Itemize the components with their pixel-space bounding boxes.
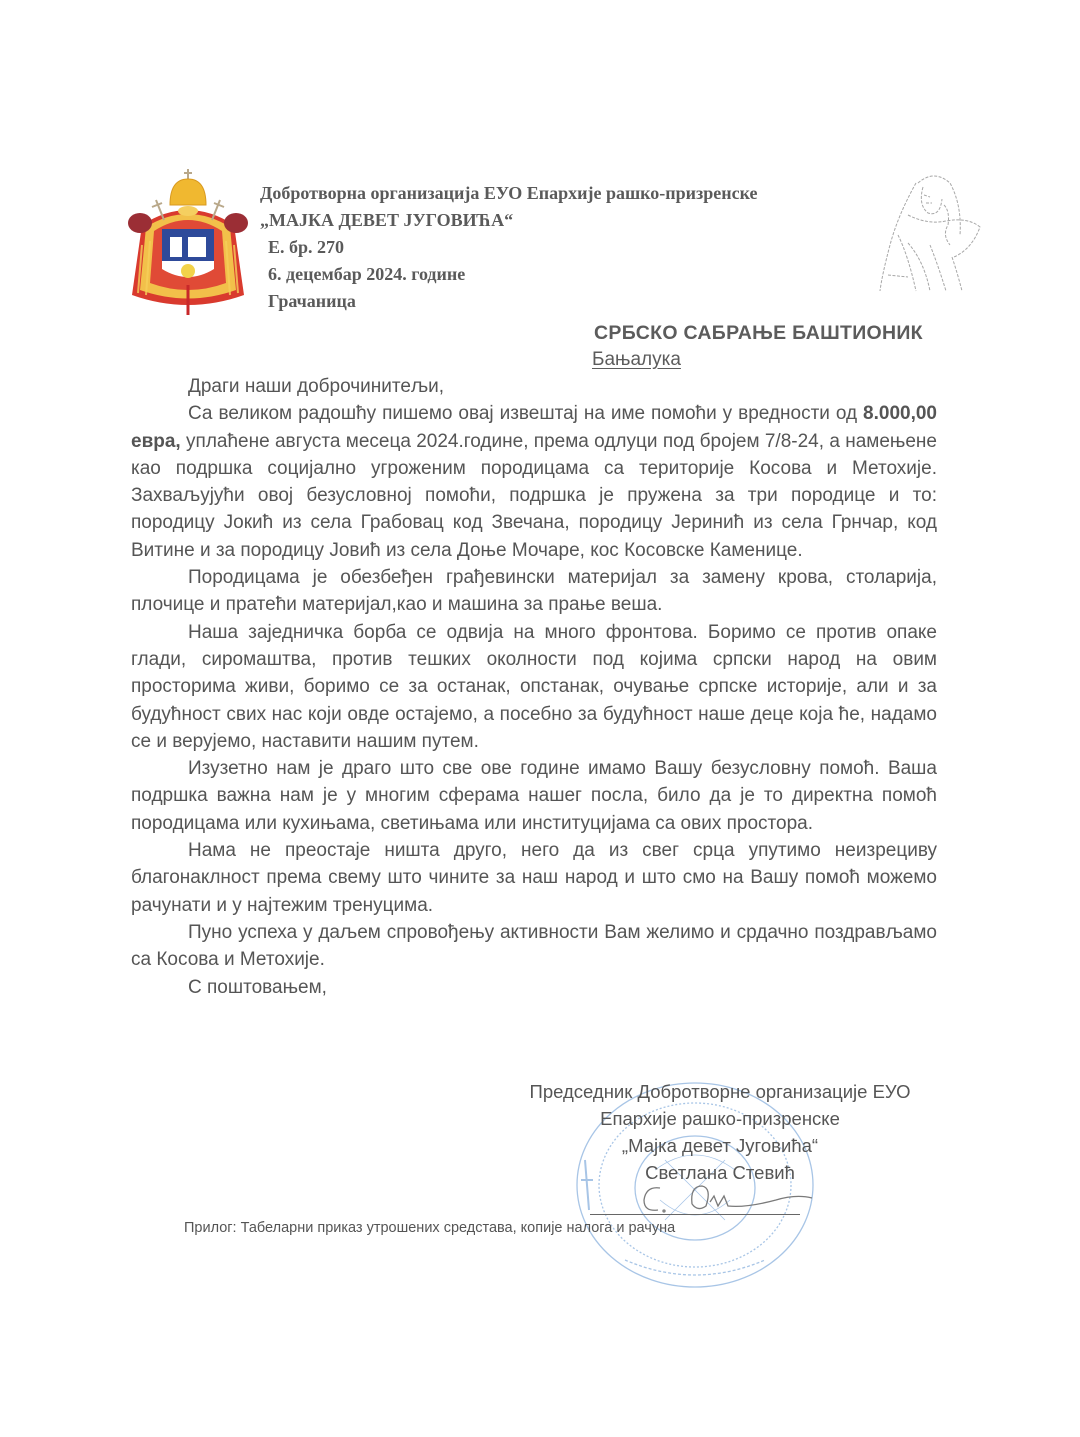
letterhead (260, 180, 758, 315)
organization-line: Добротворна организација ЕУО Епархије рашко-призренске (260, 183, 758, 203)
signer-eparchy: Епархије рашко-призренске (600, 1108, 840, 1129)
paragraph-thanks: Нама не преостаје ништа друго, него да из свег срца упутимо неизрециву благонаклност према свему што чините за наш народ и што смо на Вашу помоћ можемо рачунати и у најтежим тренуцима. (131, 840, 937, 916)
paragraph-materials: Породицама је обезбеђен грађевински материјал за замену крова, столарија, плочице и пратећи материјал,као и машина за прање веша. (131, 567, 937, 616)
coat-of-arms-icon (122, 165, 254, 320)
paragraph-donation-start: Са великом радошћу пишемо овај извештај на име помоћи у вредности од (188, 403, 864, 425)
signer-title: Председник Добротворне организације ЕУО (529, 1081, 911, 1102)
paragraph-donation (131, 400, 937, 564)
donation-amount: 8.000,00 евра, (131, 403, 937, 452)
salutation: Драги наши доброчинитељи, (188, 376, 445, 397)
closing: С поштовањем, (188, 976, 327, 998)
signature-block (490, 1078, 950, 1186)
paragraph-greetings: Пуно успеха у даљем спровођењу активности Вам желимо и срдачно поздрављамо са Косова и Метохије. (131, 921, 937, 971)
paragraph-gratitude: Изузетно нам је драго што све ове године имамо Вашу безусловну помоћ. Ваша подршка важна нам је у многим сферама нашег посла, било да је то директна помоћ породицама или кухињама, светињама или институцијама са ових простора. (131, 758, 937, 834)
paragraph-donation-end: уплаћене августа месеца 2024.године, према одлуци под бројем 7/8-24, а намењене као подршка социјално угроженим породицама са територије Косова и Метохије. Захваљујући овој безусловној помоћи, подршка је пружена за три породице и то: породицу Јокић из села Грабовац код Звечана, породицу Јеринић из села Грнчар, код Витине и за породицу Јовић из села Доње Мочаре, кос Косовске Каменице. (131, 430, 937, 561)
handwritten-signature-icon (636, 1178, 816, 1218)
madonna-and-child-icon (868, 165, 988, 295)
signer-organization: „Мајка девет Југовића“ (621, 1135, 819, 1156)
recipient-name: СРБСКО САБРАЊЕ БАШТИОНИК (594, 322, 923, 344)
paragraph-struggle: Наша заједничка борба се одвија на много фронтова. Боримо се против опаке глади, сиромаштва, против тешких околности под којима српски народ на овим просторима живи, боримо се за останак, опстанак, очување српске историје, али и за будућност свих нас који овде остајемо, а посебно за будућност наше деце која ће, надамо се и верујемо, наставити нашим путем. (131, 621, 937, 752)
letter-body (131, 373, 937, 1001)
recipient-city: Бањалука (592, 349, 681, 370)
attachment-note: Прилог: Табеларни приказ утрошених средстава, копије налога и рачуна (184, 1220, 676, 1236)
signer-name: Светлана Стевић (645, 1162, 795, 1183)
organization-name: „МАЈКА ДЕВЕТ ЈУГОВИЋА“ (260, 210, 514, 230)
reference-number: Е. бр. 270 (268, 237, 345, 257)
letter-place: Грачаница (268, 291, 356, 311)
letter-date: 6. децембар 2024. године (268, 264, 466, 284)
